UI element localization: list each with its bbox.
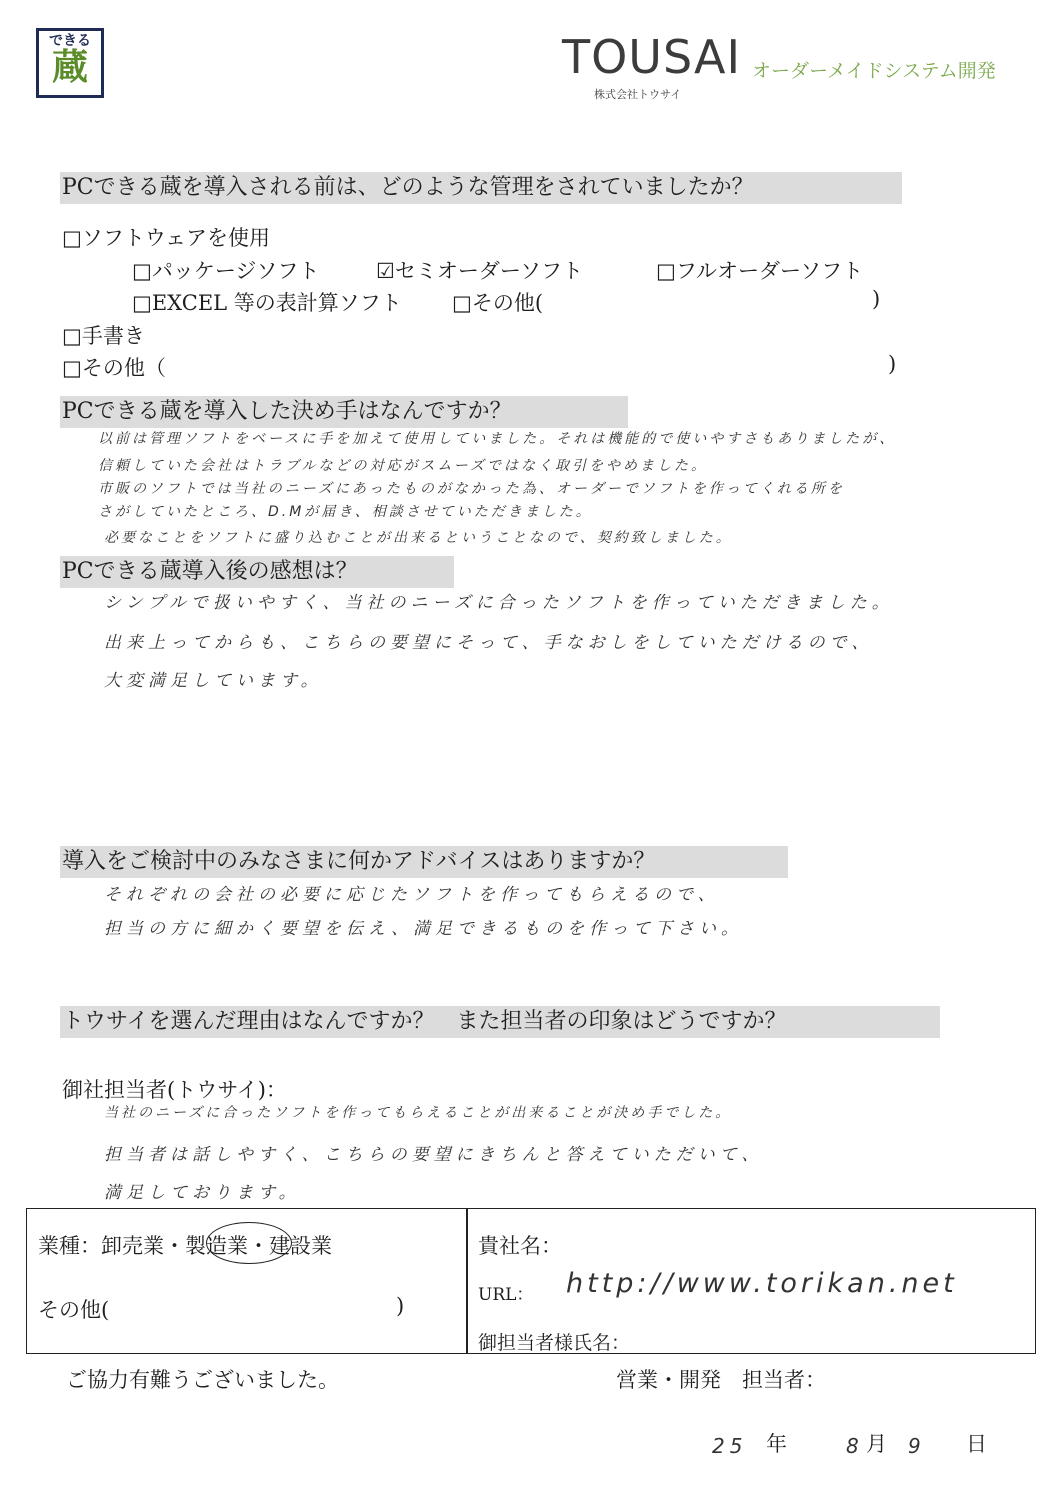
dekirukura-logo <box>36 28 104 98</box>
answer-3-line-1: シンプルで扱いやすく、当社のニーズに合ったソフトを作っていただきました。 <box>104 593 894 613</box>
answer-4-line-1: それぞれの会社の必要に応じたソフトを作ってもらえるので、 <box>104 885 720 905</box>
box-divider <box>466 1208 468 1354</box>
answer-3-line-3: 大変満足しています。 <box>104 671 323 691</box>
question-1: PCできる蔵を導入される前は、どのような管理をされていましたか？ <box>60 172 902 204</box>
rep-label: 御社担当者(トウサイ)： <box>62 1078 287 1102</box>
url-label: URL： <box>478 1285 534 1305</box>
question-3: PCできる蔵導入後の感想は？ <box>60 556 454 588</box>
option-other-inner[interactable]: □その他( <box>452 291 544 315</box>
answer-2-line-2: 信頼していた会社はトラブルなどの対応がスムーズではなく取引をやめました。 <box>98 458 709 474</box>
industry-other[interactable]: その他( <box>38 1298 110 1322</box>
year-value: 25 <box>712 1434 748 1458</box>
answer-5-line-1: 当社のニーズに合ったソフトを作ってもらえることが出来ることが決め手でした。 <box>104 1105 733 1121</box>
brand-subtitle: オーダーメイドシステム開発 <box>752 60 996 82</box>
answer-2-line-1: 以前は管理ソフトをベースに手を加えて使用していました。それは機能的で使いやすさもありましたが、 <box>98 431 897 447</box>
thanks-text: ご協力有難うございました。 <box>66 1368 339 1392</box>
option-semi-order[interactable]: ☑セミオーダーソフト <box>376 259 583 283</box>
option-software[interactable]: □ソフトウェアを使用 <box>62 226 271 250</box>
answer-2-line-4: さがしていたところ、D.Mが届き、相談させていただきました。 <box>98 504 593 520</box>
question-5: トウサイを選んだ理由はなんですか？ また担当者の印象はどうですか？ <box>60 1006 940 1038</box>
question-2: PCできる蔵を導入した決め手はなんですか？ <box>60 396 628 428</box>
option-handwritten[interactable]: □手書き <box>62 324 145 348</box>
month-value: 8 <box>846 1434 864 1458</box>
answer-3-line-2: 出来上ってからも、こちらの要望にそって、手なおしをしていただけるので、 <box>104 633 874 653</box>
option-other-inner-close: ) <box>872 287 881 311</box>
brand-name: TOUSAI <box>562 30 742 84</box>
day-value: 9 <box>908 1434 926 1458</box>
contact-label: 御担当者様氏名： <box>478 1332 631 1354</box>
answer-4-line-2: 担当の方に細かく要望を伝え、満足できるものを作って下さい。 <box>104 919 744 939</box>
day-label: 日 <box>966 1432 987 1456</box>
url-value[interactable]: http://www.torikan.net <box>566 1268 958 1299</box>
industry-other-close: ) <box>396 1294 405 1318</box>
answer-5-line-3: 満足しております。 <box>104 1183 301 1203</box>
industry-field[interactable]: 業種：卸売業・製造業・建設業 <box>38 1234 332 1258</box>
company-name: 株式会社トウサイ <box>594 88 682 101</box>
month-label: 月 <box>866 1432 887 1456</box>
option-excel[interactable]: □EXCEL 等の表計算ソフト <box>132 291 402 315</box>
option-other-close: ) <box>888 352 897 376</box>
option-package[interactable]: □パッケージソフト <box>132 259 320 283</box>
manufacturing-circle-mark <box>206 1222 292 1264</box>
answer-5-line-2: 担当者は話しやすく、こちらの要望にきちんと答えていただいて、 <box>104 1145 764 1165</box>
answer-2-line-3: 市販のソフトでは当社のニーズにあったものがなかった為、オーダーでソフトを作ってくれる所を <box>98 481 845 497</box>
year-label: 年 <box>766 1432 787 1456</box>
logo-kanji: 蔵 <box>51 47 88 88</box>
logo-top-text: できる <box>49 33 91 49</box>
option-other[interactable]: □その他（ <box>62 356 166 380</box>
company-name-label: 貴社名： <box>478 1234 562 1258</box>
question-4: 導入をご検討中のみなさまに何かアドバイスはありますか？ <box>60 846 788 878</box>
answer-2-line-5: 必要なことをソフトに盛り込むことが出来るということなので、契約致しました。 <box>104 530 733 546</box>
option-full-order[interactable]: □フルオーダーソフト <box>656 259 864 283</box>
staff-label: 営業・開発 担当者： <box>616 1368 826 1392</box>
